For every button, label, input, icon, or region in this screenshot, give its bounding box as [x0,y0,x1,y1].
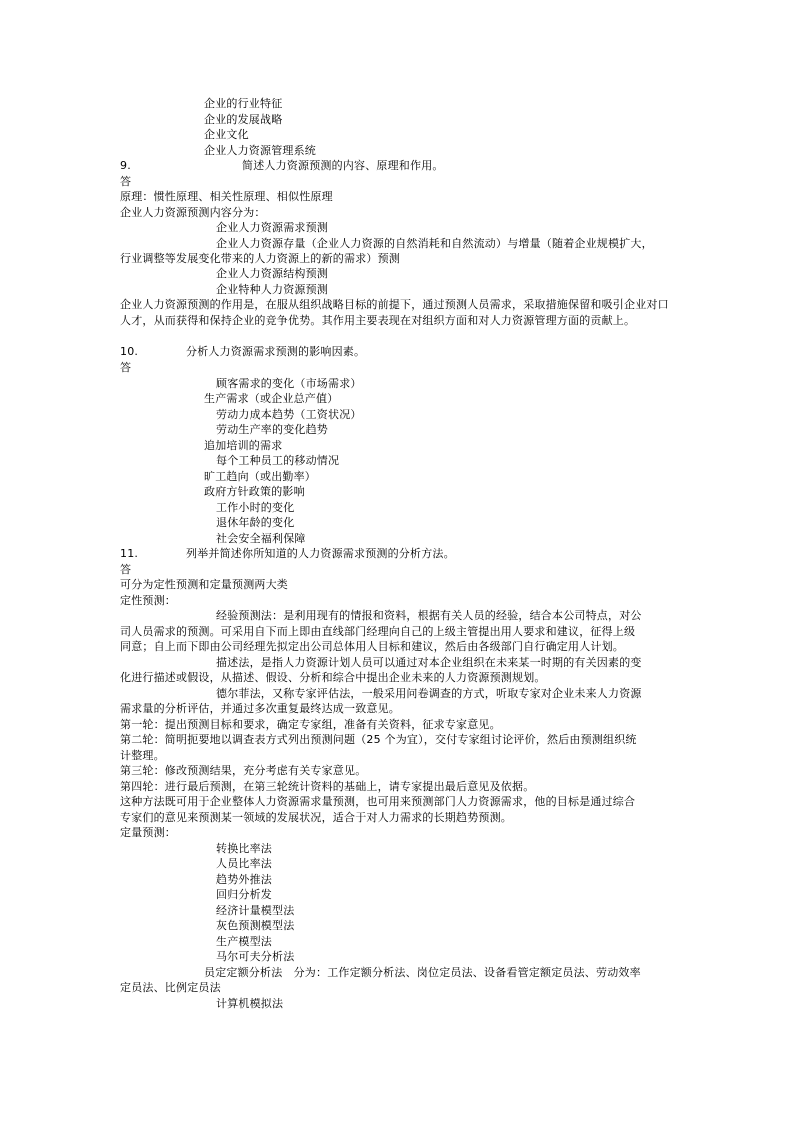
text-line: 定量预测： [120,826,176,839]
answer-label: 答 [120,361,132,374]
text-line: 转换比率法 [216,842,272,855]
question-text: 简述人力资源预测的内容、原理和作用。 [242,159,444,172]
text-line: 政府方针政策的影响 [204,485,305,498]
question-number: 9. [120,159,131,172]
text-line: 第三轮：修改预测结果，充分考虑有关专家意见。 [120,764,367,777]
text-line: 企业的发展战略 [204,113,283,126]
text-line: 第一轮：提出预测目标和要求，确定专家组，准备有关资料，征求专家意见。 [120,718,501,731]
question-number: 10. [120,345,139,358]
text-line: 企业的行业特征 [204,97,283,110]
text-line: 第二轮：简明扼要地以调查表方式列出预测问题（25 个为宜），交付专家组讨论评价，然后由预测组织统 [120,733,637,746]
text-line: 灰色预测模型法 [216,919,295,932]
text-line: 生产模型法 [216,935,272,948]
text-line: 每个工种员工的移动情况 [216,454,340,467]
text-line: 定性预测： [120,594,176,607]
text-line: 旷工趋向（或出勤率） [204,470,316,483]
answer-label: 答 [120,175,132,188]
text-line: 企业人力资源需求预测 [216,221,328,234]
text-line: 经济计量模型法 [216,904,295,917]
question-number: 11. [120,547,139,560]
paragraph: 企业人力资源预测的作用是，在服从组织战略目标的前提下，通过预测人员需求，采取措施保留和吸引企业对口人才，从而获得和保持企业的竞争优势。其作用主要表现在对组织方面和对人力资源管理方面的贡献上。 [120,298,669,327]
text-line: 可分为定性预测和定量预测两大类 [120,578,288,591]
text-line: 劳动力成本趋势（工资状况） [216,408,362,421]
text-line: 追加培训的需求 [204,439,283,452]
text-line: 描述法，是指人力资源计划人员可以通过对本企业组织在未来某一时期的有关因素的变 [216,656,642,669]
text-line: 社会安全福利保障 [216,532,306,545]
text-line: 退休年龄的变化 [216,516,295,529]
text-line: 人员比率法 [216,857,272,870]
question-text: 列举并简述你所知道的人力资源需求预测的分析方法。 [186,547,455,560]
text-line: 企业人力资源结构预测 [216,267,328,280]
text-line: 同意；自上而下即由公司经理先拟定出公司总体用人目标和建议，然后由各级部门自行确定用人计划。 [120,640,624,653]
text-line: 企业特种人力资源预测 [216,283,328,296]
text-line: 化进行描述或假设，从描述、假设、分析和综合中提出企业未来的人力资源预测规划。 [120,671,546,684]
text-line: 第四轮：进行最后预测，在第三轮统计资料的基础上，请专家提出最后意见及依据。 [120,780,535,793]
question-text: 分析人力资源需求预测的影响因素。 [186,345,366,358]
text-line: 生产需求（或企业总产值） [204,392,339,405]
text-line: 工作小时的变化 [216,501,295,514]
text-line: 需求量的分析评估，并通过多次重复最终达成一致意见。 [120,702,400,715]
text-line: 劳动生产率的变化趋势 [216,423,328,436]
text-line: 经验预测法：是利用现有的情报和资料，根据有关人员的经验，结合本公司特点，对公 [216,609,642,622]
text-line: 企业人力资源管理系统 [204,144,316,157]
text-line: 企业人力资源预测内容分为： [120,206,266,219]
text-line: 企业文化 [204,128,249,141]
text-line: 员定定额分析法 分为：工作定额分析法、岗位定员法、设备看管定额定员法、劳动效率 [204,966,641,979]
text-line: 定员法、比例定员法 [120,981,221,994]
text-line: 原理：惯性原理、相关性原理、相似性原理 [120,190,333,203]
text-line: 趋势外推法 [216,873,272,886]
text-line: 这种方法既可用于企业整体人力资源需求量预测，也可用来预测部门人力资源需求，他的目标是通过综合 [120,795,636,808]
text-line: 专家们的意见来预测某一领域的发展状况，适合于对人力需求的长期趋势预测。 [120,811,512,824]
text-line: 企业人力资源存量（企业人力资源的自然消耗和自然流动）与增量（随着企业规模扩大， [216,237,653,250]
text-line: 司人员需求的预测。可采用自下而上即由直线部门经理向自己的上级主管提出用人要求和建议，征得上级 [120,625,636,638]
answer-label: 答 [120,563,132,576]
text-line: 计整理。 [120,749,165,762]
text-line: 顾客需求的变化（市场需求） [216,377,362,390]
text-line: 计算机模拟法 [216,997,284,1010]
text-line: 行业调整等发展变化带来的人力资源上的新的需求）预测 [120,252,400,265]
text-line: 马尔可夫分析法 [216,950,295,963]
text-line: 德尔菲法，又称专家评估法，一般采用问卷调查的方式，听取专家对企业未来人力资源 [216,687,642,700]
text-line: 回归分析发 [216,888,272,901]
